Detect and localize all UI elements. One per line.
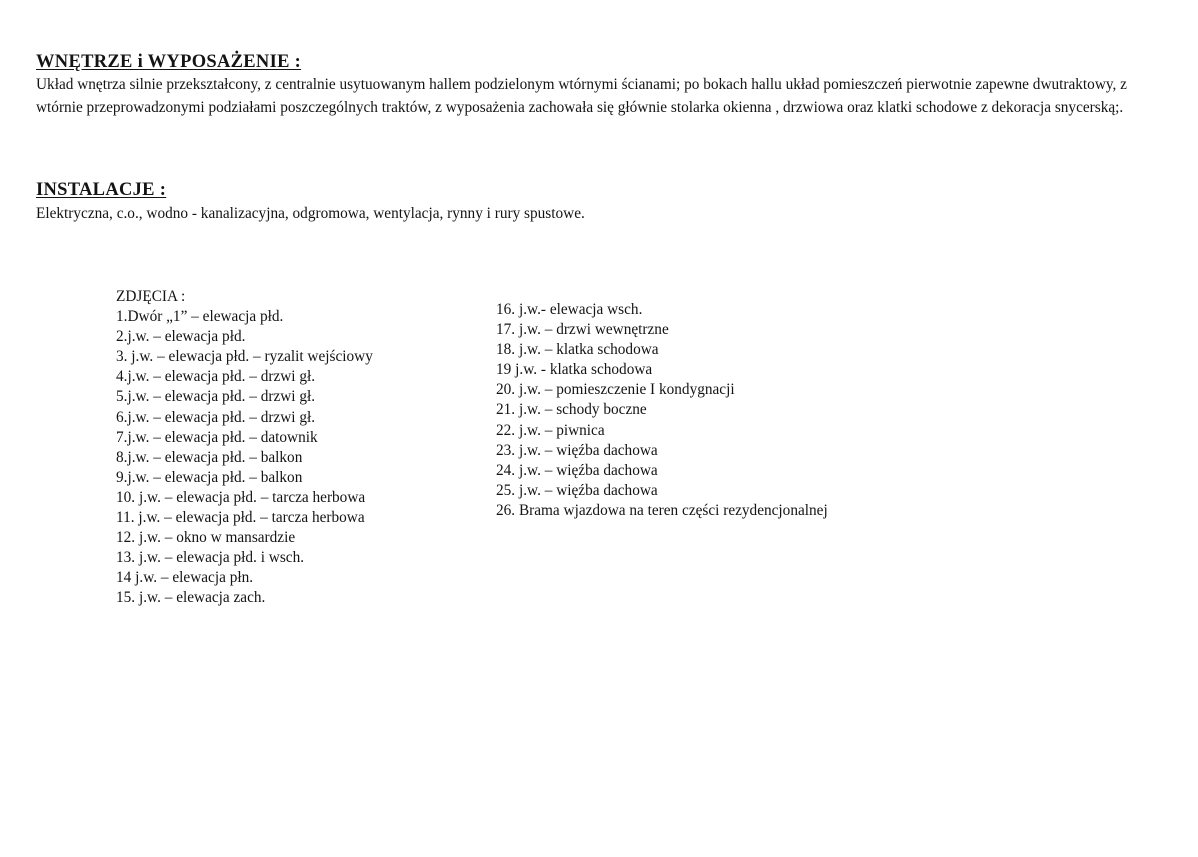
photo-item: 19 j.w. - klatka schodowa xyxy=(496,361,653,379)
photo-item: 2.j.w. – elewacja płd. xyxy=(116,328,246,346)
photo-item: 4.j.w. – elewacja płd. – drzwi gł. xyxy=(116,368,316,386)
section-text-installations: Elektryczna, c.o., wodno - kanalizacyjna, odgromowa, wentylacja, rynny i rury spustowe. xyxy=(36,205,585,222)
photo-list-left xyxy=(116,287,373,609)
photo-item: 13. j.w. – elewacja płd. i wsch. xyxy=(116,549,305,567)
photo-item: 15. j.w. – elewacja zach. xyxy=(116,589,266,607)
photo-item: 12. j.w. – okno w mansardzie xyxy=(116,529,296,547)
photo-list-right xyxy=(496,300,828,521)
photo-item: 14 j.w. – elewacja płn. xyxy=(116,569,254,587)
photo-item: 25. j.w. – więźba dachowa xyxy=(496,481,658,499)
photo-list-title: ZDJĘCIA : xyxy=(116,288,186,305)
section-heading-installations: INSTALACJE : xyxy=(36,180,167,200)
photo-item: 10. j.w. – elewacja płd. – tarcza herbowa xyxy=(116,488,366,506)
photo-item: 1.Dwór „1” – elewacja płd. xyxy=(116,308,284,326)
photo-item: 16. j.w.- elewacja wsch. xyxy=(496,301,643,318)
photo-item: 20. j.w. – pomieszczenie I kondygnacji xyxy=(496,381,735,399)
photo-item: 18. j.w. – klatka schodowa xyxy=(496,341,659,359)
photo-item: 6.j.w. – elewacja płd. – drzwi gł. xyxy=(116,408,316,426)
section-heading-interior: WNĘTRZE i WYPOSAŻENIE : xyxy=(36,52,302,72)
section-text-interior: Układ wnętrza silnie przekształcony, z centralnie usytuowanym hallem podzielonym wtórnymi ścianami; po bokach hallu układ pomieszczeń pierwotnie zapewne dwutraktowy, z wtórnie przeprowadzonymi podziałami poszczególnych traktów, z wyposażenia zachowała się głównie stolarka okienna , drzwiowa oraz klatki schodowe z dekoracja snycerską;. xyxy=(36,76,1127,116)
photo-item: 24. j.w. – więźba dachowa xyxy=(496,461,658,479)
photo-item: 21. j.w. – schody boczne xyxy=(496,401,647,419)
photo-item: 17. j.w. – drzwi wewnętrzne xyxy=(496,321,669,339)
photo-item: 5.j.w. – elewacja płd. – drzwi gł. xyxy=(116,388,316,406)
photo-item: 26. Brama wjazdowa na teren części rezydencjonalnej xyxy=(496,501,828,519)
photo-item: 8.j.w. – elewacja płd. – balkon xyxy=(116,448,303,466)
photo-item: 7.j.w. – elewacja płd. – datownik xyxy=(116,428,318,446)
photo-item: 9.j.w. – elewacja płd. – balkon xyxy=(116,468,303,486)
photo-item: 11. j.w. – elewacja płd. – tarcza herbowa xyxy=(116,509,365,527)
photo-item: 3. j.w. – elewacja płd. – ryzalit wejściowy xyxy=(116,348,373,366)
photo-item: 23. j.w. – więźba dachowa xyxy=(496,441,658,459)
photo-item: 22. j.w. – piwnica xyxy=(496,421,605,439)
